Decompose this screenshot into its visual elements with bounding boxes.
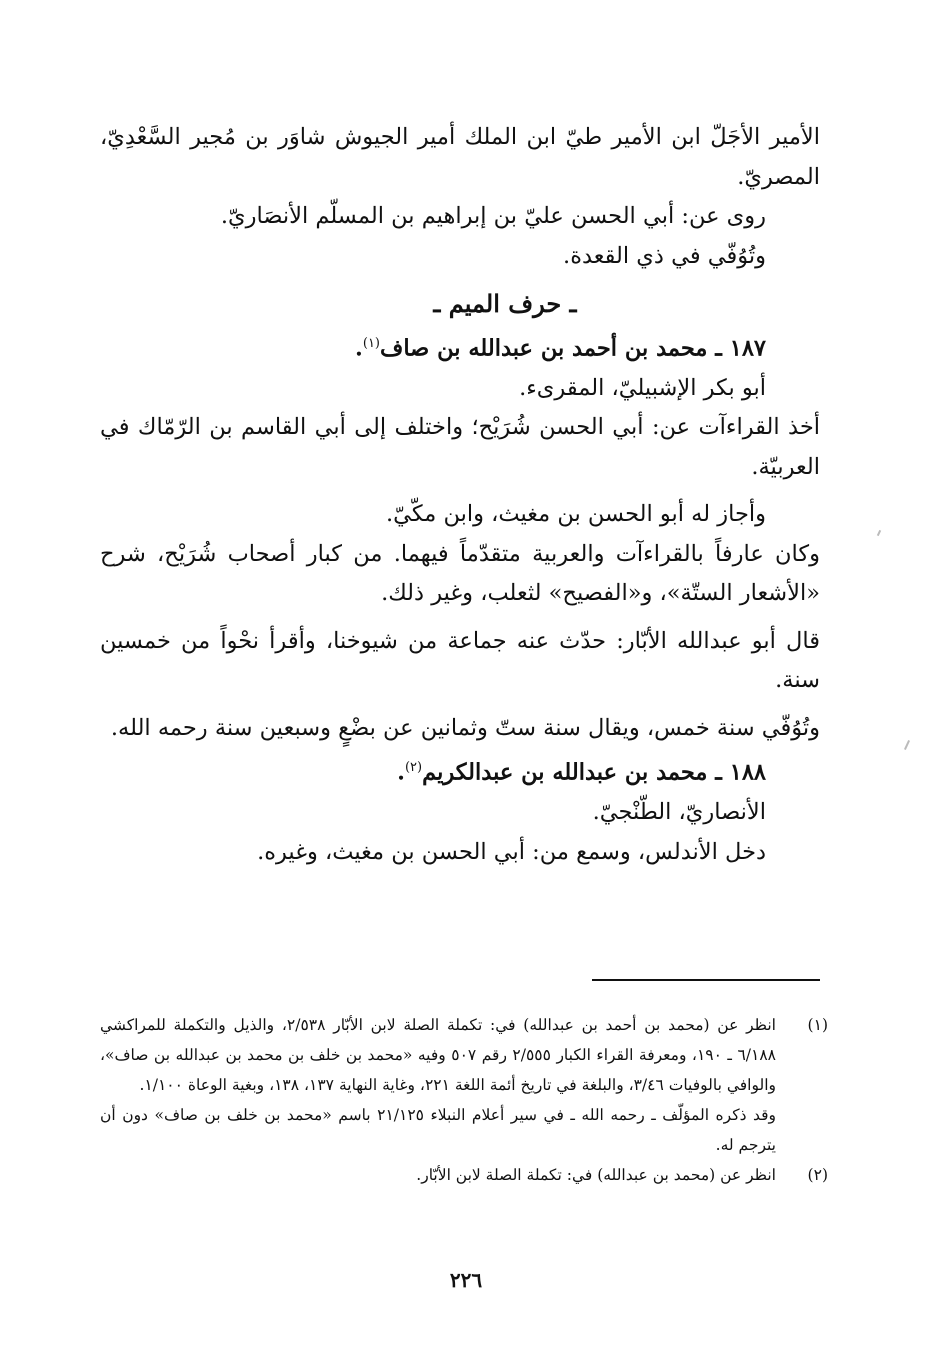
paragraph: دخل الأندلس، وسمع من: أبي الحسن بن مغيث، وغيره. xyxy=(257,838,766,865)
entry-heading-187 xyxy=(100,324,820,369)
paragraph: قال أبو عبدالله الأبّار: حدّث عنه جماعة من شيوخنا، وأقرأ نحْواً من خمسين سنة. xyxy=(100,627,820,693)
footnote-ref: (٢) xyxy=(404,760,423,775)
entry-title: ١٨٧ ـ محمد بن أحمد بن عبدالله بن صاف xyxy=(380,335,766,361)
page-number: ٢٢٦ xyxy=(449,1268,483,1292)
paragraph: الأمير الأجَلّ ابن الأمير طيّ ابن الملك أمير الجيوش شاوَر بن مُجير السَّعْدِيّ، المصريّ. xyxy=(100,124,820,190)
footnote-text: انظر عن (محمد بن عبدالله) في: تكملة الصلة لابن الأبّار. xyxy=(416,1166,776,1184)
footnote-number: (٢) xyxy=(807,1166,828,1184)
entry-heading-188 xyxy=(100,748,820,793)
footnote-ref: (١) xyxy=(362,335,380,351)
footnote-number: (١) xyxy=(807,1016,828,1034)
footnote-2 xyxy=(100,1160,828,1190)
footnote-1 xyxy=(100,1010,828,1160)
paragraph: أبو بكر الإشبيليّ، المقرىء. xyxy=(519,374,766,401)
scan-speck xyxy=(877,530,881,536)
footnote-text: وقد ذكره المؤلّف ـ رحمه الله ـ في سير أعلام النبلاء ٢١/١٢٥ باسم «محمد بن خلف بن صاف» دون أن يترجم له. xyxy=(100,1106,777,1154)
scan-speck xyxy=(904,740,910,750)
footnote-separator xyxy=(592,979,820,981)
section-heading: ـ حرف الميم ـ xyxy=(433,289,577,318)
paragraph: وكان عارفاً بالقراءآت والعربية متقدّماً فيهما. من كبار أصحاب شُرَيْح، شرح «الأشعار الستّة»، و«الفصيح» لثعلب، وغير ذلك. xyxy=(100,540,820,606)
paragraph: وأجاز له أبو الحسن بن مغيث، وابن مكّيّ. xyxy=(385,501,766,527)
paragraph: الأنصاريّ، الطّنْجيّ. xyxy=(592,799,766,825)
paragraph: وتُوُفّي في ذي القعدة. xyxy=(563,242,766,269)
footnote-text: انظر عن (محمد بن أحمد بن عبدالله) في: تكملة الصلة لابن الأبّار ٢/٥٣٨، والذيل والتكملة للمراكشي ٦/١٨٨ ـ ١٩٠، ومعرفة القراء الكبار ٢/٥٥٥ رقم ٥٠٧ وفيه «محمد بن خلف بن محمد بن عبدالله بن صاف»، والوافي بالوفيات ٣/٤٦، والبلغة في تاريخ أئمة اللغة ٢٢١، وغاية النهاية ١٣٧، ١٣٨، وبغية الوعاة ١/١٠٠. xyxy=(100,1016,776,1094)
entry-title: ١٨٨ ـ محمد بن عبدالله بن عبدالكريم xyxy=(422,759,766,786)
footnotes xyxy=(100,1010,828,1190)
entry-title-end: . xyxy=(397,759,405,786)
entry-title-end: . xyxy=(355,335,363,361)
paragraph: وتُوُفّي سنة خمس، ويقال سنة ستّ وثمانين عن بضْعٍ وسبعين سنة رحمه الله. xyxy=(110,714,820,741)
paragraph: أخذ القراءآت عن: أبي الحسن شُرَيْح؛ واختلف إلى أبي القاسم بن الرّمّاك في العربيّة. xyxy=(100,414,820,480)
paragraph: روى عن: أبي الحسن عليّ بن إبراهيم بن المسلّم الأنصَاريّ. xyxy=(220,203,766,229)
main-text xyxy=(100,118,820,872)
